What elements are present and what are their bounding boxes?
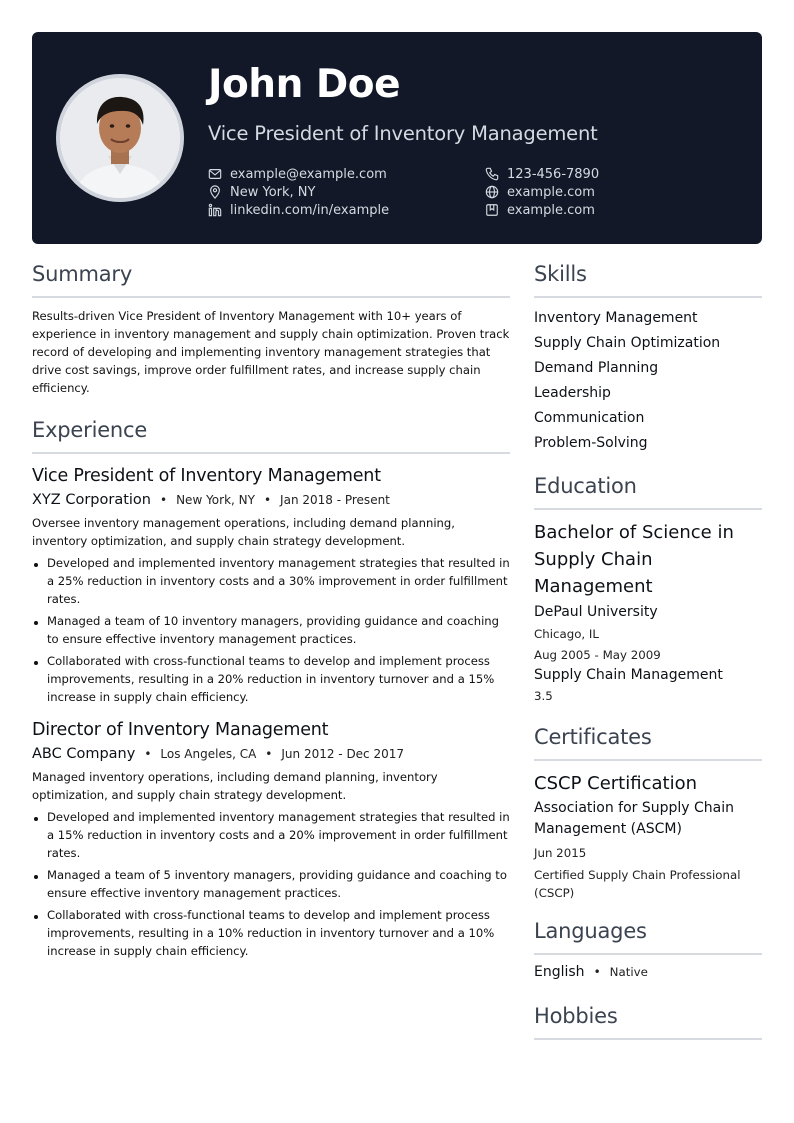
languages-heading: Languages (534, 919, 762, 955)
skill-item: Inventory Management (534, 310, 698, 326)
hobbies-heading: Hobbies (534, 1004, 762, 1040)
contact-phone-text: 123-456-7890 (507, 166, 600, 182)
resume-header (32, 32, 762, 244)
job-bullet: Developed and implemented inventory management strategies that resulted in a 25% reduction in inventory costs and a 30% improvement in order fulfillment rates. (32, 554, 510, 608)
job-bullets (32, 554, 510, 706)
certificate-issuer: Association for Supply Chain Management (ASCM) (534, 800, 735, 837)
contact-location-text: New York, NY (230, 184, 316, 200)
skills-heading: Skills (534, 262, 762, 298)
contact-linkedin-text: linkedin.com/in/example (230, 202, 390, 218)
contact-location (208, 183, 315, 201)
job-meta (32, 746, 510, 762)
job-meta (32, 492, 510, 508)
skill-item: Leadership (534, 385, 611, 401)
summary-text: Results-driven Vice President of Inventory Management with 10+ years of experience in inventory management and supply chain optimization. Proven track record of developing and implementing inventory management strategies that drive cost savings, improve order fulfillment rates, and increase supply chain efficiency. (32, 309, 510, 395)
job-bullet: Managed a team of 5 inventory managers, providing guidance and coaching to ensure effective inventory management practices. (32, 866, 510, 902)
education-dates: Aug 2005 - May 2009 (534, 648, 661, 662)
separator-dot: • (265, 747, 273, 761)
education-heading: Education (534, 474, 762, 510)
contact-linkedin[interactable] (208, 201, 389, 219)
skills-list (534, 306, 762, 456)
summary-heading: Summary (32, 262, 510, 298)
job-dates: Jan 2018 - Present (280, 493, 390, 507)
experience-heading: Experience (32, 418, 510, 454)
job-bullet: Collaborated with cross-functional teams to develop and implement process improvements, resulting in a 10% reduction in inventory turnover and a 10% increase in supply chain efficiency. (32, 906, 510, 960)
contact-email[interactable] (208, 165, 387, 183)
job-description: Oversee inventory management operations, including demand planning, inventory optimization, and supply chain strategy development. (32, 516, 455, 548)
certificate-date: Jun 2015 (534, 846, 587, 860)
sidebar-column (534, 262, 762, 1040)
certificate-name: CSCP Certification (534, 773, 697, 794)
contact-email-text: example@example.com (230, 166, 387, 182)
contact-portfolio[interactable] (485, 201, 595, 219)
job-bullets (32, 808, 510, 960)
globe-icon (485, 185, 499, 199)
contact-phone[interactable] (485, 165, 599, 183)
skill-item: Supply Chain Optimization (534, 335, 721, 351)
job-company: XYZ Corporation (32, 492, 151, 508)
separator-dot: • (263, 493, 272, 507)
skill-item: Problem-Solving (534, 435, 648, 451)
separator-dot: • (144, 747, 152, 761)
skill-item: Communication (534, 410, 645, 426)
education-gpa: 3.5 (534, 689, 553, 703)
linkedin-icon (208, 203, 222, 217)
contact-website[interactable] (485, 183, 595, 201)
contact-portfolio-text: example.com (507, 202, 595, 218)
job-title: Vice President of Inventory Management (32, 466, 381, 486)
candidate-name: John Doe (208, 62, 401, 107)
profile-photo (56, 74, 184, 202)
education-school: DePaul University (534, 604, 658, 620)
certificate-description: Certified Supply Chain Professional (CSCP) (534, 868, 741, 900)
language-level: Native (609, 965, 648, 979)
job-entry (32, 720, 510, 960)
job-title: Director of Inventory Management (32, 720, 329, 740)
job-location: Los Angeles, CA (160, 747, 257, 761)
language-item (534, 964, 762, 980)
language-name: English (534, 964, 585, 980)
education-field: Supply Chain Management (534, 667, 723, 683)
contact-website-text: example.com (507, 184, 595, 200)
candidate-title: Vice President of Inventory Management (208, 122, 598, 145)
job-dates: Jun 2012 - Dec 2017 (281, 747, 405, 761)
main-column (32, 262, 510, 964)
separator-dot: • (593, 965, 601, 979)
job-bullet: Collaborated with cross-functional teams to develop and implement process improvements, resulting in a 20% reduction in inventory turnover and a 15% increase in supply chain efficiency. (32, 652, 510, 706)
job-bullet: Developed and implemented inventory management strategies that resulted in a 15% reduction in inventory costs and a 20% improvement in order fulfillment rates. (32, 808, 510, 862)
person-portrait-icon (60, 78, 180, 198)
mail-icon (208, 167, 222, 181)
phone-icon (485, 167, 499, 181)
certificates-heading: Certificates (534, 725, 762, 761)
separator-dot: • (160, 493, 168, 507)
education-degree: Bachelor of Science in Supply Chain Management (534, 522, 734, 597)
map-pin-icon (208, 185, 222, 199)
bookmark-icon (485, 203, 499, 217)
job-entry (32, 466, 510, 706)
job-location: New York, NY (176, 493, 255, 507)
job-bullet: Managed a team of 10 inventory managers, providing guidance and coaching to ensure effective inventory management practices. (32, 612, 510, 648)
skill-item: Demand Planning (534, 360, 659, 376)
job-description: Managed inventory operations, including demand planning, inventory optimization, and supply chain strategy development. (32, 770, 438, 802)
education-location: Chicago, IL (534, 627, 599, 641)
job-company: ABC Company (32, 746, 136, 762)
